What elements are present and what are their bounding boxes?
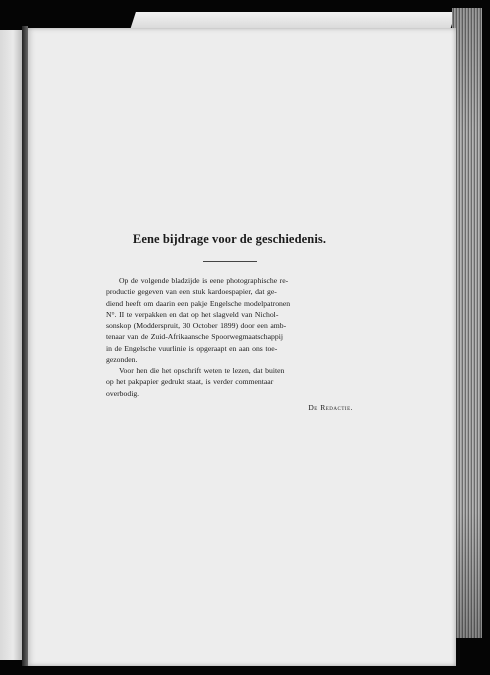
left-page-edge xyxy=(0,30,22,660)
paragraph-2 xyxy=(106,365,353,399)
page-edges xyxy=(452,8,482,638)
text-line: Op de volgende bladzijde is eene photographische re- xyxy=(119,276,289,285)
text-line: tenaar van de Zuid-Afrikaansche Spoorwegmaatschappij xyxy=(106,332,284,342)
title-divider xyxy=(203,261,257,262)
text-line: overbodig. xyxy=(106,388,140,398)
text-line: N°. II te verpakken en dat op het slagveld van Nichol- xyxy=(106,309,279,319)
text-line: productie gegeven van een stuk kardoespapier, dat ge- xyxy=(106,287,277,297)
text-line: op het pakpapier gedrukt staat, is verder commentaar xyxy=(106,377,274,387)
article xyxy=(106,232,353,412)
text-line: sonskop (Modderspruit, 30 October 1899) door een amb- xyxy=(106,321,287,330)
text-line: Voor hen die het opschrift weten te lezen, dat buiten xyxy=(119,366,285,375)
text-line: diend heeft om daarin een pakje Engelsche modelpatronen xyxy=(106,298,291,308)
text-line: in de Engelsche vuurlinie is opgeraapt en aan ons toe- xyxy=(106,343,278,353)
article-title: Eene bijdrage voor de geschiedenis. xyxy=(132,232,327,246)
book-gutter xyxy=(22,26,28,666)
text-line: gezonden. xyxy=(106,354,138,364)
signature: De Redactie. xyxy=(308,402,353,412)
paragraph-1 xyxy=(106,275,353,365)
